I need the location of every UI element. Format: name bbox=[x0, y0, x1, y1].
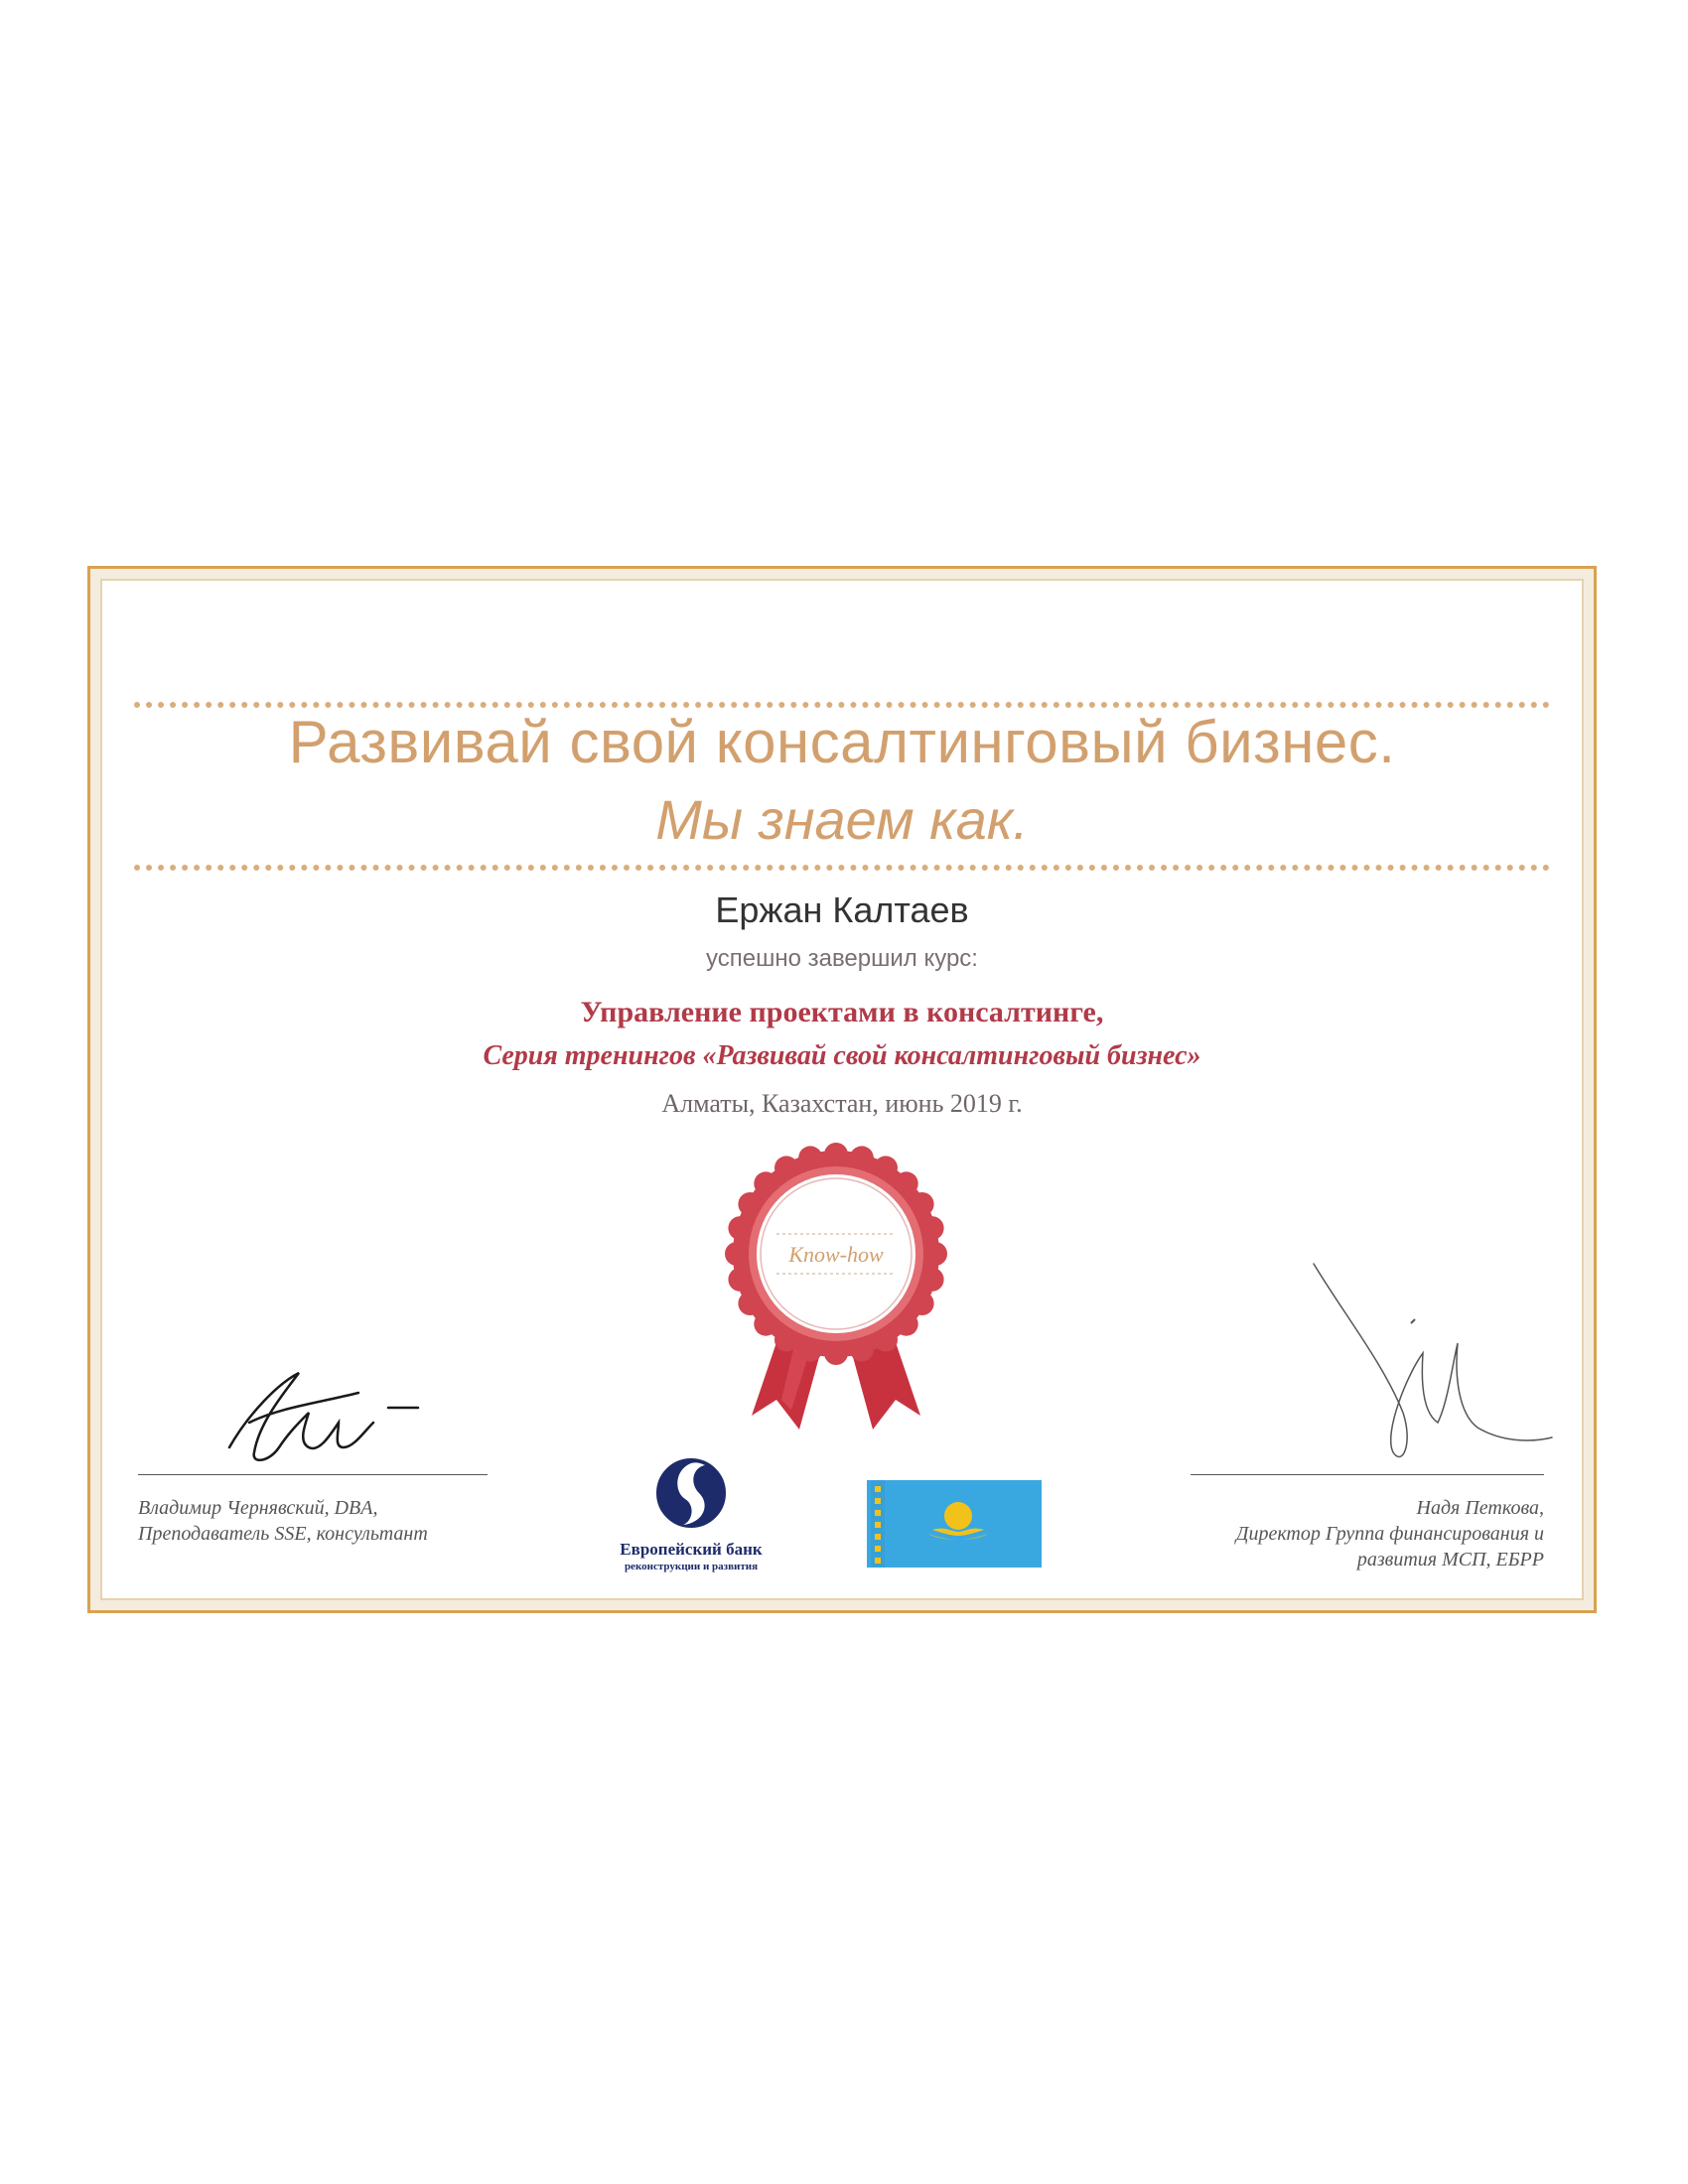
bottom-dotted-divider bbox=[134, 865, 1550, 871]
location-date: Алматы, Казахстан, июнь 2019 г. bbox=[661, 1089, 1023, 1118]
left-signer bbox=[138, 1495, 428, 1547]
rosette-scallop bbox=[738, 1192, 762, 1216]
right-signer bbox=[1127, 1495, 1544, 1572]
rosette-scallop bbox=[874, 1156, 898, 1179]
rosette-scallop bbox=[911, 1292, 934, 1315]
rosette-scallop bbox=[725, 1242, 749, 1266]
ebrd-emblem-icon bbox=[653, 1455, 729, 1531]
ebrd-logo bbox=[582, 1455, 800, 1594]
rosette-scallop bbox=[874, 1328, 898, 1352]
right-signer-title-2: развития МСП, ЕБРР bbox=[1356, 1549, 1544, 1570]
rosette-scallop bbox=[798, 1338, 822, 1362]
rosette-scallop bbox=[774, 1156, 798, 1179]
slogan: Мы знаем как. bbox=[655, 788, 1029, 851]
right-signer-title-1: Директор Группа финансирования и bbox=[1235, 1523, 1544, 1545]
right-signer-name: Надя Петкова, bbox=[1416, 1497, 1544, 1519]
left-signature-line bbox=[138, 1474, 488, 1475]
rosette-scallop bbox=[895, 1312, 918, 1336]
rosette-scallop bbox=[895, 1171, 918, 1195]
rosette-scallop bbox=[774, 1328, 798, 1352]
rosette-scallop bbox=[738, 1292, 762, 1315]
rosette-scallop bbox=[923, 1242, 947, 1266]
recipient-name: Ержан Калтаев bbox=[715, 889, 969, 930]
rosette-scallop bbox=[824, 1143, 848, 1166]
seal-label: Know-how bbox=[788, 1242, 884, 1267]
rosette-scallop bbox=[728, 1216, 752, 1240]
rosette-scallop bbox=[850, 1338, 874, 1362]
left-signature-icon bbox=[190, 1353, 448, 1472]
rosette-seal-icon bbox=[722, 1140, 950, 1437]
right-signature-icon bbox=[1294, 1254, 1592, 1472]
series-title: Серия тренингов «Развивай свой консалтинговый бизнес» bbox=[483, 1040, 1201, 1071]
rosette-scallop bbox=[798, 1146, 822, 1169]
rosette-scallop bbox=[911, 1192, 934, 1216]
right-signature-line bbox=[1191, 1474, 1544, 1475]
rosette-scallop bbox=[824, 1341, 848, 1365]
left-signer-title: Преподаватель SSE, консультант bbox=[138, 1523, 428, 1545]
rosette-scallop bbox=[920, 1268, 944, 1292]
rosette-scallop bbox=[754, 1171, 777, 1195]
rosette-scallop bbox=[920, 1216, 944, 1240]
rosette-scallop bbox=[754, 1312, 777, 1336]
headline: Развивай свой консалтинговый бизнес. bbox=[288, 709, 1396, 775]
rosette-scallop bbox=[850, 1146, 874, 1169]
completed-text: успешно завершил курс: bbox=[706, 945, 978, 972]
rosette-scallop bbox=[728, 1268, 752, 1292]
ebrd-subtitle: реконструкции и развития bbox=[624, 1561, 759, 1572]
ebrd-name: Европейский банк bbox=[620, 1540, 763, 1559]
certificate bbox=[87, 566, 1597, 1613]
course-title: Управление проектами в консалтинге, bbox=[580, 996, 1104, 1028]
certificate-inner bbox=[90, 569, 1594, 1610]
kazakhstan-flag-icon bbox=[867, 1480, 1042, 1568]
left-signer-name: Владимир Чернявский, DBA, bbox=[138, 1497, 378, 1519]
